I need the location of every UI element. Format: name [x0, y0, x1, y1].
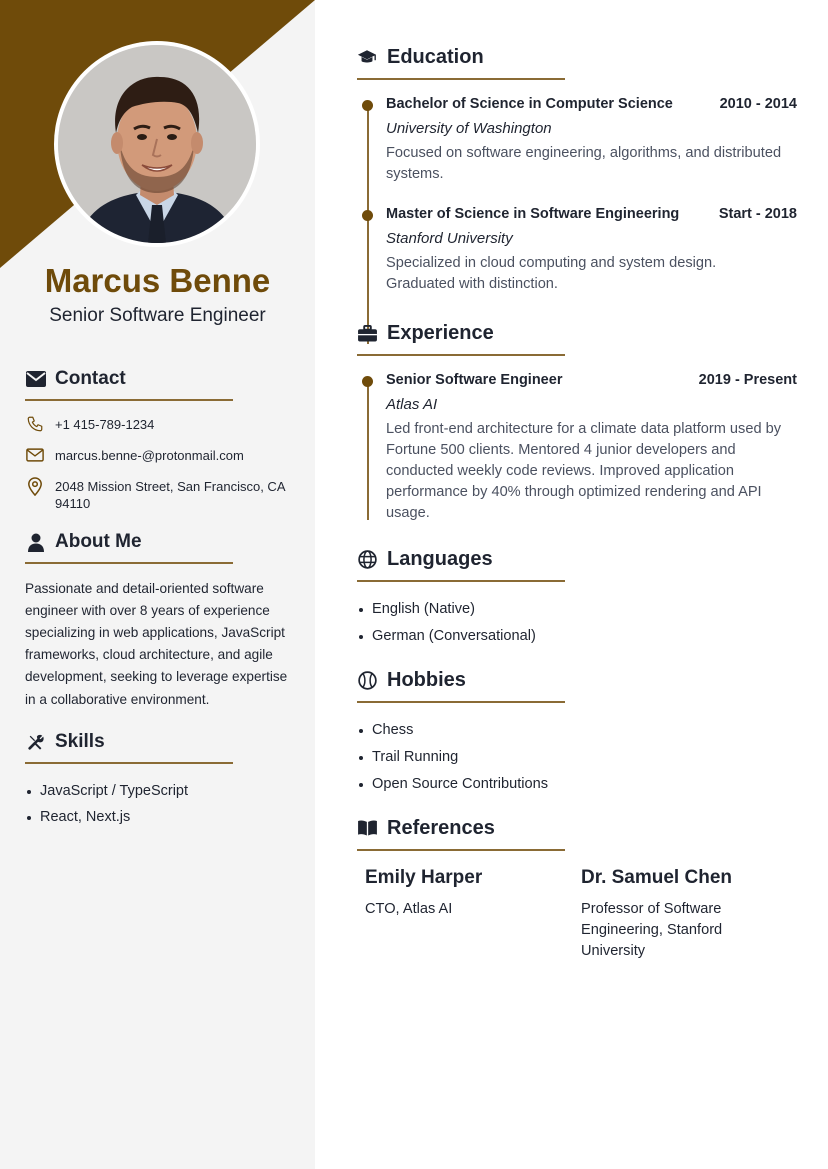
about-section: [25, 529, 290, 711]
contact-rule: [25, 399, 233, 401]
entry-dates: 2010 - 2014: [719, 95, 797, 112]
references-section: [357, 814, 797, 962]
contact-item: [25, 446, 290, 465]
experience-heading: [357, 319, 797, 347]
tools-icon: [25, 732, 46, 753]
timeline-dot: [362, 210, 373, 221]
candidate-title: Senior Software Engineer: [49, 305, 266, 326]
entry-description: Specialized in cloud computing and system design. Graduated with distinction.: [386, 254, 717, 292]
contact-section: [25, 366, 290, 524]
hobbies-list: [357, 717, 797, 798]
entry-dates: Start - 2018: [718, 205, 797, 222]
language-item: English (Native): [357, 596, 797, 623]
phone-icon: [25, 415, 44, 434]
timeline-dot: [362, 100, 373, 111]
user-icon: [25, 532, 46, 553]
timeline-dot: [362, 376, 373, 387]
references-list: [357, 867, 797, 962]
contact-item: [25, 415, 290, 434]
skills-section: [25, 729, 290, 830]
contact-heading: [25, 366, 290, 392]
experience-timeline: [357, 372, 797, 524]
about-heading-label: About Me: [55, 531, 142, 552]
education-rule: [357, 78, 565, 80]
entry-company: Atlas AI: [386, 395, 438, 413]
hobby-item: Chess: [357, 717, 797, 744]
skills-rule: [25, 762, 233, 764]
contact-address: 2048 Mission Street, San Francisco, CA 94110: [55, 478, 285, 511]
avatar: [54, 41, 260, 247]
briefcase-icon: [357, 323, 377, 343]
languages-section: [357, 545, 797, 650]
references-rule: [357, 849, 565, 851]
languages-rule: [357, 580, 565, 582]
entry-school: Stanford University: [386, 229, 513, 247]
hobby-item: Trail Running: [357, 744, 797, 771]
education-entry: [386, 96, 797, 185]
location-pin-icon: [25, 477, 44, 496]
education-heading-label: Education: [387, 45, 484, 68]
education-section: [357, 43, 797, 295]
experience-entry: [386, 372, 797, 524]
entry-description: Focused on software engineering, algorithms, and distributed systems.: [386, 144, 782, 182]
hobbies-heading-label: Hobbies: [387, 668, 466, 691]
skills-heading-label: Skills: [55, 731, 105, 752]
contact-phone[interactable]: +1 415-789-1234: [55, 416, 155, 432]
experience-heading-label: Experience: [387, 321, 494, 344]
skills-heading: [25, 729, 290, 755]
skills-list: [25, 778, 290, 830]
skill-item: JavaScript / TypeScript: [25, 778, 290, 804]
hobby-item: Open Source Contributions: [357, 771, 797, 798]
education-timeline: [357, 96, 797, 295]
reference-title: CTO, Atlas AI: [365, 900, 453, 917]
sidebar: [0, 0, 315, 1169]
languages-heading-label: Languages: [387, 547, 493, 570]
experience-section: [357, 319, 797, 524]
entry-degree: Master of Science in Software Engineering: [386, 205, 680, 222]
entry-role: Senior Software Engineer: [386, 371, 563, 388]
hobbies-section: [357, 666, 797, 798]
contact-heading-label: Contact: [55, 368, 126, 389]
contact-item: [25, 477, 290, 512]
contact-email[interactable]: marcus.benne-@protonmail.com: [55, 447, 244, 463]
skill-item: React, Next.js: [25, 804, 290, 830]
languages-heading: [357, 545, 797, 573]
reference-title: Professor of Software Engineering, Stanford University: [581, 900, 723, 959]
references-heading: [357, 814, 797, 842]
languages-list: [357, 596, 797, 650]
globe-icon: [357, 549, 377, 569]
book-icon: [357, 818, 377, 838]
education-entry: [386, 206, 797, 295]
about-rule: [25, 562, 233, 564]
reference-card: [581, 867, 797, 962]
reference-name: Dr. Samuel Chen: [581, 866, 732, 888]
education-heading: [357, 43, 797, 71]
entry-description: Led front-end architecture for a climate data platform used by Fortune 500 clients. Mentored 4 junior developers and conducted weekly code reviews. Improved application performance by 40% through optimized rendering and API usage.: [386, 420, 782, 521]
profile-photo: [58, 45, 256, 243]
about-text: Passionate and detail-oriented software engineer with over 8 years of experience specializing in web applications, JavaScript frameworks, cloud architecture, and agile development, seeking to leverage expertise in a collaborative environment.: [25, 580, 288, 707]
hobbies-heading: [357, 666, 797, 694]
entry-school: University of Washington: [386, 119, 552, 137]
ball-icon: [357, 670, 377, 690]
candidate-name: Marcus Benne: [44, 262, 271, 299]
contact-list: [25, 415, 290, 512]
about-heading: [25, 529, 290, 555]
reference-card: [365, 867, 581, 962]
entry-degree: Bachelor of Science in Computer Science: [386, 95, 673, 112]
graduation-cap-icon: [357, 47, 377, 67]
hobbies-rule: [357, 701, 565, 703]
experience-rule: [357, 354, 565, 356]
timeline-line: [367, 104, 369, 344]
mail-icon: [25, 446, 44, 465]
references-heading-label: References: [387, 816, 495, 839]
timeline-line: [367, 380, 369, 520]
language-item: German (Conversational): [357, 623, 797, 650]
reference-name: Emily Harper: [365, 866, 483, 888]
entry-dates: 2019 - Present: [698, 371, 797, 388]
envelope-icon: [25, 369, 46, 390]
